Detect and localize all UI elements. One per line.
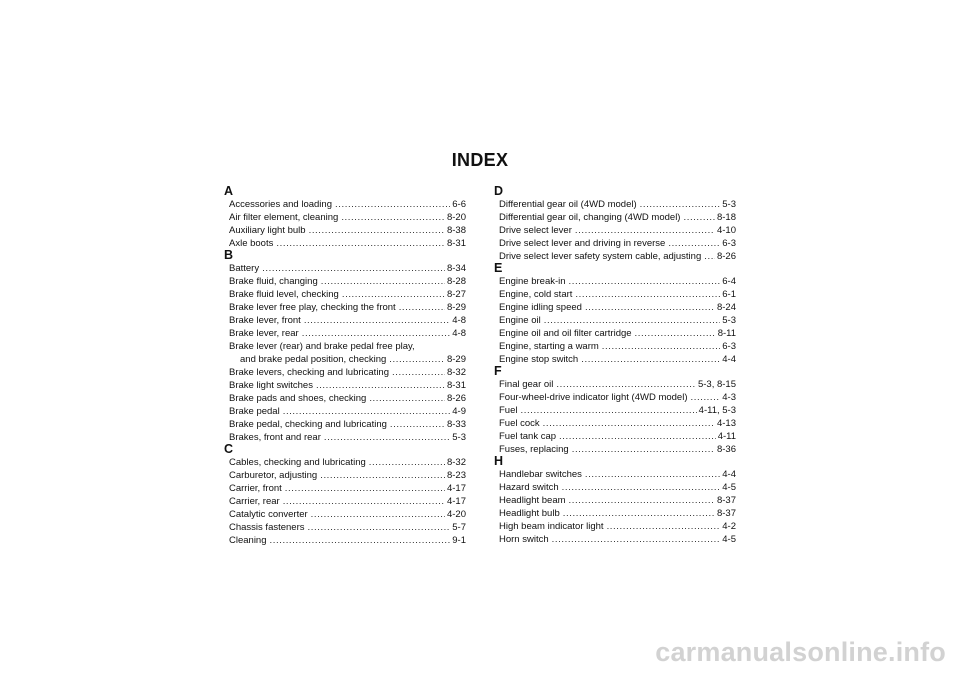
index-entry (494, 237, 736, 250)
dot-leader (575, 224, 715, 237)
index-entry (494, 250, 736, 263)
entry-term: Fuel cock (499, 418, 540, 429)
entry-term: Battery (229, 263, 260, 274)
entry-term: Brake fluid level, checking (229, 289, 339, 300)
entry-term: Headlight bulb (499, 508, 560, 519)
index-section-d (494, 185, 736, 263)
index-entry (494, 468, 736, 481)
entry-page: 4-8 (452, 315, 466, 326)
entry-term: Horn switch (499, 534, 549, 545)
entry-page: 8-28 (446, 276, 466, 287)
entry-term: Chassis fasteners (229, 522, 305, 533)
dot-leader (309, 224, 445, 237)
dot-leader (544, 314, 721, 327)
section-letter: B (224, 248, 234, 262)
section-letter: C (224, 442, 234, 456)
section-letter: H (494, 454, 504, 468)
index-entry (224, 521, 466, 534)
dot-leader (602, 340, 720, 353)
index-entry (494, 533, 736, 546)
entry-page: 8-29 (446, 302, 466, 313)
entry-page: 4-20 (446, 509, 466, 520)
dot-leader (556, 378, 696, 391)
index-entry (224, 275, 466, 288)
entry-page: 4-4 (722, 469, 736, 480)
index-entry (494, 430, 736, 443)
dot-leader (285, 482, 445, 495)
dot-leader (389, 353, 445, 366)
entry-page: 5-3 (452, 432, 466, 443)
entry-page: 6-3 (722, 238, 736, 249)
entry-term: Handlebar switches (499, 469, 582, 480)
entry-page: 8-38 (446, 225, 466, 236)
entry-term: Engine break-in (499, 276, 566, 287)
dot-leader (304, 314, 450, 327)
entry-term: Brakes, front and rear (229, 432, 321, 443)
dot-leader (262, 262, 445, 275)
index-entry (224, 456, 466, 469)
index-entry (494, 443, 736, 456)
entry-page: 6-4 (722, 276, 736, 287)
entry-term: Fuses, replacing (499, 444, 569, 455)
entry-term: Drive select lever (499, 225, 572, 236)
index-section-h (494, 455, 736, 546)
index-entry (494, 288, 736, 301)
watermark: carmanualsonline.info (655, 637, 946, 667)
entry-term: Brake lever (rear) and brake pedal free play, (229, 341, 415, 352)
entry-page: 4-3 (722, 392, 736, 403)
index-entry (494, 327, 736, 340)
dot-leader (341, 211, 445, 224)
entry-page: 8-18 (716, 212, 736, 223)
dot-leader (311, 508, 445, 521)
dot-leader (575, 288, 720, 301)
index-entry (494, 340, 736, 353)
entry-term: Engine stop switch (499, 354, 579, 365)
entry-term: Accessories and loading (229, 199, 332, 210)
entry-page: 4-10 (716, 225, 736, 236)
entry-page: 8-37 (716, 495, 736, 506)
entry-page: 8-33 (446, 419, 466, 430)
index-entry (494, 391, 736, 404)
entry-term: Brake lever, front (229, 315, 301, 326)
index-entry (224, 353, 466, 366)
entry-page: 8-11 (717, 328, 736, 339)
entry-term: Final gear oil (499, 379, 554, 390)
index-entry (224, 211, 466, 224)
page-title: INDEX (451, 150, 509, 170)
index-entry (494, 520, 736, 533)
index-entry (494, 211, 736, 224)
entry-page: 4-13 (716, 418, 736, 429)
index-entry (224, 314, 466, 327)
dot-leader (390, 418, 445, 431)
dot-leader (520, 404, 696, 417)
index-entry (224, 482, 466, 495)
entry-page: 8-29 (446, 354, 466, 365)
entry-term: Differential gear oil, changing (4WD model) (499, 212, 681, 223)
index-section-b (224, 249, 466, 444)
entry-term: Drive select lever safety system cable, adjusting (499, 251, 702, 262)
entry-page: 8-26 (716, 251, 736, 262)
entry-term: Engine oil and oil filter cartridge (499, 328, 632, 339)
entry-term: Carburetor, adjusting (229, 470, 318, 481)
index-section-c (224, 443, 466, 547)
index-entry (224, 379, 466, 392)
index-entry (224, 366, 466, 379)
dot-leader (572, 443, 715, 456)
index-entry (494, 224, 736, 237)
index-entry (224, 508, 466, 521)
section-letter: F (494, 364, 502, 378)
entry-page: 6-1 (722, 289, 736, 300)
entry-page: 8-23 (446, 470, 466, 481)
entry-term: and brake pedal position, checking (240, 354, 387, 365)
dot-leader (607, 520, 721, 533)
section-letter: D (494, 184, 504, 198)
entry-term: Brake pedal (229, 406, 280, 417)
index-entry (494, 378, 736, 391)
entry-page: 5-3 (722, 199, 736, 210)
index-entry (494, 507, 736, 520)
index-entry (224, 288, 466, 301)
index-entry (224, 469, 466, 482)
index-entry (494, 314, 736, 327)
dot-leader (335, 198, 450, 211)
entry-page: 4-11 (717, 431, 736, 442)
dot-leader (683, 211, 715, 224)
entry-page: 8-32 (446, 367, 466, 378)
entry-page: 8-26 (446, 393, 466, 404)
entry-term: High beam indicator light (499, 521, 604, 532)
entry-term: Fuel (499, 405, 518, 416)
index-entry (224, 495, 466, 508)
entry-page: 5-7 (452, 522, 466, 533)
dot-leader (668, 237, 720, 250)
entry-term: Engine, starting a warm (499, 341, 599, 352)
index-entry (224, 418, 466, 431)
entry-page: 4-4 (722, 354, 736, 365)
index-column-left (224, 186, 466, 547)
entry-page: 8-27 (446, 289, 466, 300)
dot-leader (308, 521, 451, 534)
dot-leader (302, 327, 451, 340)
index-section-f (494, 365, 736, 456)
entry-term: Brake lever free play, checking the front (229, 302, 396, 313)
dot-leader (559, 430, 716, 443)
index-entry (224, 301, 466, 314)
entry-page: 8-31 (446, 238, 466, 249)
dot-leader (276, 237, 445, 250)
entry-term: Air filter element, cleaning (229, 212, 339, 223)
entry-term: Hazard switch (499, 482, 559, 493)
entry-page: 6-6 (452, 199, 466, 210)
entry-term: Cables, checking and lubricating (229, 457, 366, 468)
entry-page: 9-1 (452, 535, 466, 546)
entry-page: 8-37 (716, 508, 736, 519)
entry-term: Catalytic converter (229, 509, 308, 520)
entry-term: Engine oil (499, 315, 541, 326)
entry-page: 8-36 (716, 444, 736, 455)
index-entry (494, 353, 736, 366)
entry-term: Auxiliary light bulb (229, 225, 306, 236)
entry-page: 4-5 (722, 482, 736, 493)
index-entry (224, 534, 466, 547)
index-entry (494, 494, 736, 507)
index-entry (494, 198, 736, 211)
entry-term: Engine idling speed (499, 302, 582, 313)
dot-leader (270, 534, 451, 547)
index-entry (224, 405, 466, 418)
dot-leader (399, 301, 445, 314)
index-entry (224, 262, 466, 275)
index-entry (224, 327, 466, 340)
entry-page: 4-11, 5-3 (698, 405, 736, 416)
entry-term: Engine, cold start (499, 289, 573, 300)
entry-term: Brake lever, rear (229, 328, 299, 339)
dot-leader (704, 250, 715, 263)
entry-page: 5-3, 8-15 (697, 379, 736, 390)
entry-term: Brake light switches (229, 380, 313, 391)
entry-page: 8-32 (446, 457, 466, 468)
entry-page: 8-20 (446, 212, 466, 223)
dot-leader (283, 405, 451, 418)
entry-page: 4-9 (452, 406, 466, 417)
entry-term: Brake pedal, checking and lubricating (229, 419, 387, 430)
index-entry (494, 481, 736, 494)
dot-leader (562, 481, 721, 494)
dot-leader (581, 353, 720, 366)
index-section-e (494, 262, 736, 366)
entry-term: Carrier, front (229, 483, 282, 494)
dot-leader (563, 507, 715, 520)
dot-leader (316, 379, 445, 392)
dot-leader (552, 533, 721, 546)
entry-page: 8-34 (446, 263, 466, 274)
dot-leader (283, 495, 445, 508)
index-entry (494, 301, 736, 314)
dot-leader (569, 494, 715, 507)
dot-leader (369, 392, 445, 405)
index-entry (224, 198, 466, 211)
dot-leader (369, 456, 445, 469)
index-entry (224, 237, 466, 250)
entry-term: Fuel tank cap (499, 431, 557, 442)
dot-leader (640, 198, 721, 211)
entry-page: 4-2 (722, 521, 736, 532)
index-section-a (224, 185, 466, 250)
entry-page: 6-3 (722, 341, 736, 352)
entry-term: Brake fluid, changing (229, 276, 318, 287)
entry-page: 4-17 (446, 483, 466, 494)
section-letter: A (224, 184, 234, 198)
entry-term: Drive select lever and driving in reverse (499, 238, 666, 249)
dot-leader (585, 468, 720, 481)
entry-term: Four-wheel-drive indicator light (4WD model) (499, 392, 688, 403)
dot-leader (585, 301, 715, 314)
index-entry (494, 275, 736, 288)
entry-term: Brake levers, checking and lubricating (229, 367, 390, 378)
index-entry (224, 431, 466, 444)
entry-page: 4-17 (446, 496, 466, 507)
index-entry (494, 417, 736, 430)
dot-leader (321, 275, 445, 288)
dot-leader (392, 366, 445, 379)
index-entry (224, 340, 466, 353)
dot-leader (690, 391, 720, 404)
entry-term: Cleaning (229, 535, 267, 546)
dot-leader (324, 431, 450, 444)
entry-page: 4-5 (722, 534, 736, 545)
dot-leader (569, 275, 721, 288)
dot-leader (342, 288, 445, 301)
entry-page: 5-3 (722, 315, 736, 326)
index-entry (494, 404, 736, 417)
entry-page: 8-31 (446, 380, 466, 391)
entry-term: Differential gear oil (4WD model) (499, 199, 637, 210)
index-entry (224, 392, 466, 405)
index-column-right (494, 186, 736, 546)
dot-leader (543, 417, 715, 430)
entry-page: 8-24 (716, 302, 736, 313)
index-entry (224, 224, 466, 237)
dot-leader (320, 469, 445, 482)
entry-term: Brake pads and shoes, checking (229, 393, 367, 404)
section-letter: E (494, 261, 503, 275)
entry-page: 4-8 (452, 328, 466, 339)
dot-leader (635, 327, 716, 340)
entry-term: Carrier, rear (229, 496, 280, 507)
entry-term: Headlight beam (499, 495, 566, 506)
entry-term: Axle boots (229, 238, 274, 249)
